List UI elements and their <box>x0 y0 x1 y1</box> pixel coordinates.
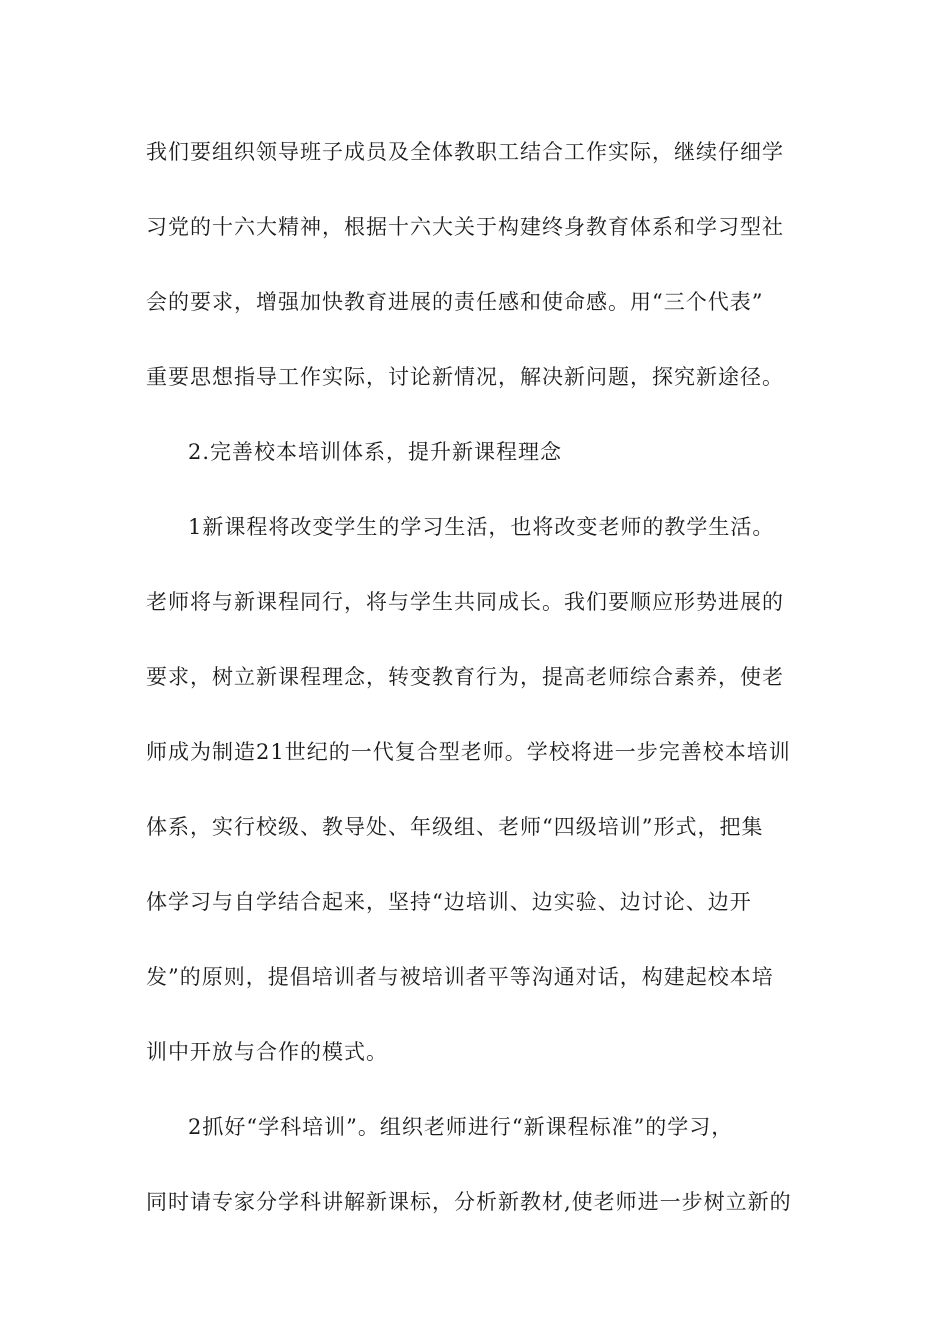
body-text-line: 体系，实行校级、教导处、年级组、老师“四级培训”形式，把集 <box>146 815 764 839</box>
body-text-line: 训中开放与合作的模式。 <box>146 1040 388 1064</box>
body-text-line: 会的要求，增强加快教育进展的责任感和使命感。用“三个代表” <box>146 290 764 314</box>
body-text-line: 要求，树立新课程理念，转变教育行为，提高老师综合素养，使老 <box>146 665 784 689</box>
body-text-line: 习党的十六大精神，根据十六大关于构建终身教育体系和学习型社 <box>146 215 784 239</box>
body-text-line: 老师将与新课程同行，将与学生共同成长。我们要顺应形势进展的 <box>146 590 784 614</box>
body-text-line: 发”的原则，提倡培训者与被培训者平等沟通对话，构建起校本培 <box>146 965 774 989</box>
body-text-line: 同时请专家分学科讲解新课标，分析新教材,使老师进一步树立新的 <box>146 1190 792 1214</box>
body-text-line: 重要思想指导工作实际，讨论新情况，解决新问题，探究新途径。 <box>146 365 784 389</box>
body-text-line: 1新课程将改变学生的学习生活，也将改变老师的教学生活。 <box>188 515 775 539</box>
section-heading: 2.完善校本培训体系，提升新课程理念 <box>188 440 563 464</box>
body-text-line: 我们要组织领导班子成员及全体教职工结合工作实际，继续仔细学 <box>146 140 784 164</box>
body-text-line: 体学习与自学结合起来，坚持“边培训、边实验、边讨论、边开 <box>146 890 752 914</box>
body-text-line: 2抓好“学科培训”。组织老师进行“新课程标准”的学习， <box>188 1115 734 1139</box>
body-text-line: 师成为制造21世纪的一代复合型老师。学校将进一步完善校本培训 <box>146 740 791 764</box>
